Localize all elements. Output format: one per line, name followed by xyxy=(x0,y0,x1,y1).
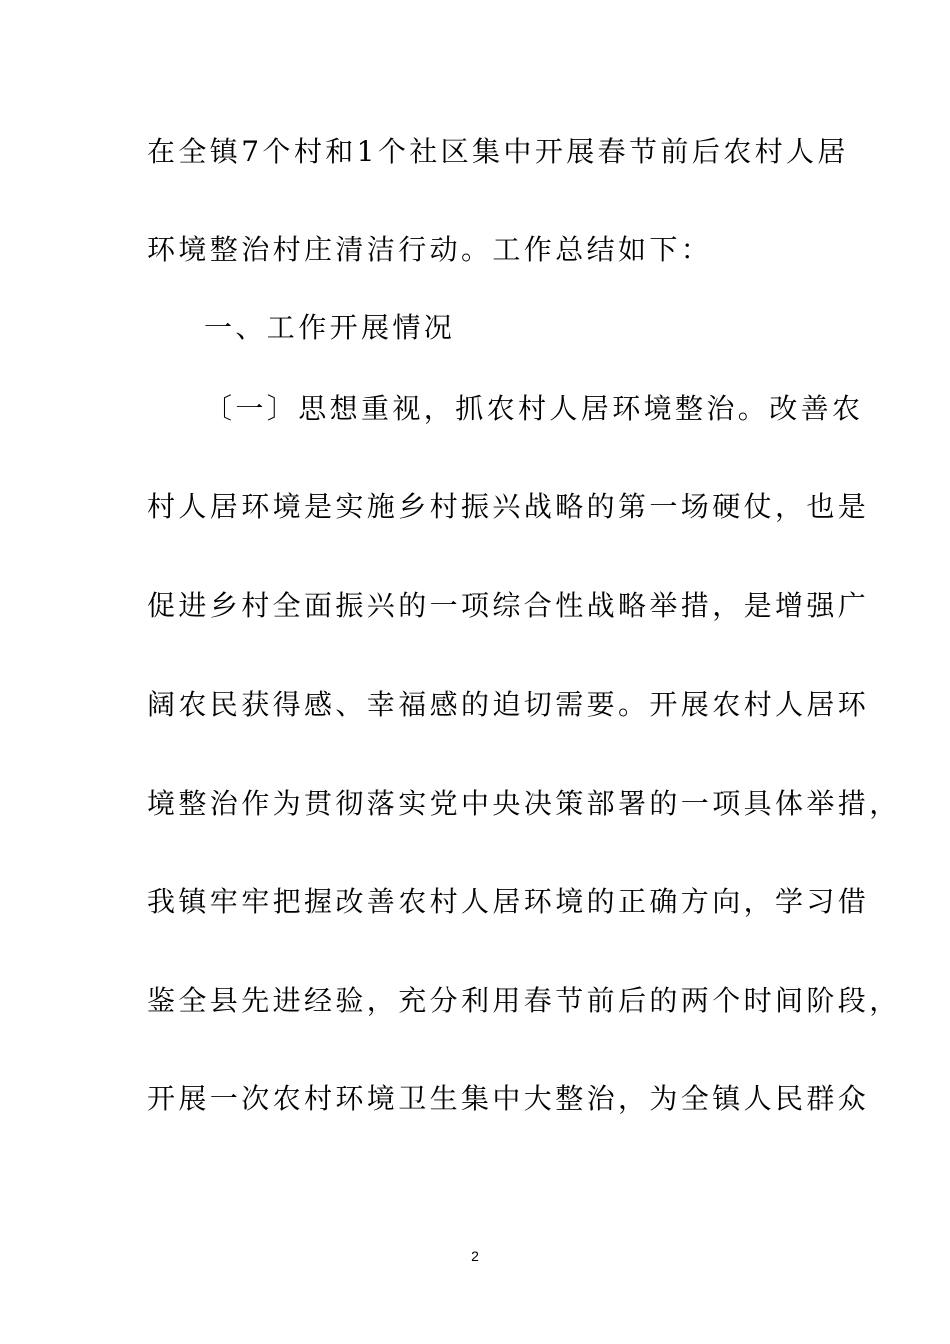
body-text-line: 阔农民获得感、幸福感的迫切需要。开展农村人居环 xyxy=(147,688,870,721)
body-text-line: 村人居环境是实施乡村振兴战略的第一场硬仗，也是 xyxy=(147,490,870,523)
body-text-line: 促进乡村全面振兴的一项综合性战略举措，是增强广 xyxy=(147,589,870,622)
body-text-line: 我镇牢牢把握改善农村人居环境的正确方向，学习借 xyxy=(147,885,870,918)
body-text-line: 鉴全县先进经验，充分利用春节前后的两个时间阶段， xyxy=(147,984,901,1017)
section-heading: 一、工作开展情况 xyxy=(204,311,456,344)
body-text-line: 开展一次农村环境卫生集中大整治，为全镇人民群众 xyxy=(147,1082,870,1115)
body-text-line: 在全镇7个村和1个社区集中开展春节前后农村人居 xyxy=(147,135,849,168)
subsection-heading-line: 〔一〕思想重视，抓农村人居环境整治。改善农 xyxy=(204,392,864,425)
body-text-line: 环境整治村庄清洁行动。工作总结如下： xyxy=(147,233,713,266)
page-number: 2 xyxy=(471,1248,479,1264)
body-text-line: 境整治作为贯彻落实党中央决策部署的一项具体举措， xyxy=(147,787,901,820)
